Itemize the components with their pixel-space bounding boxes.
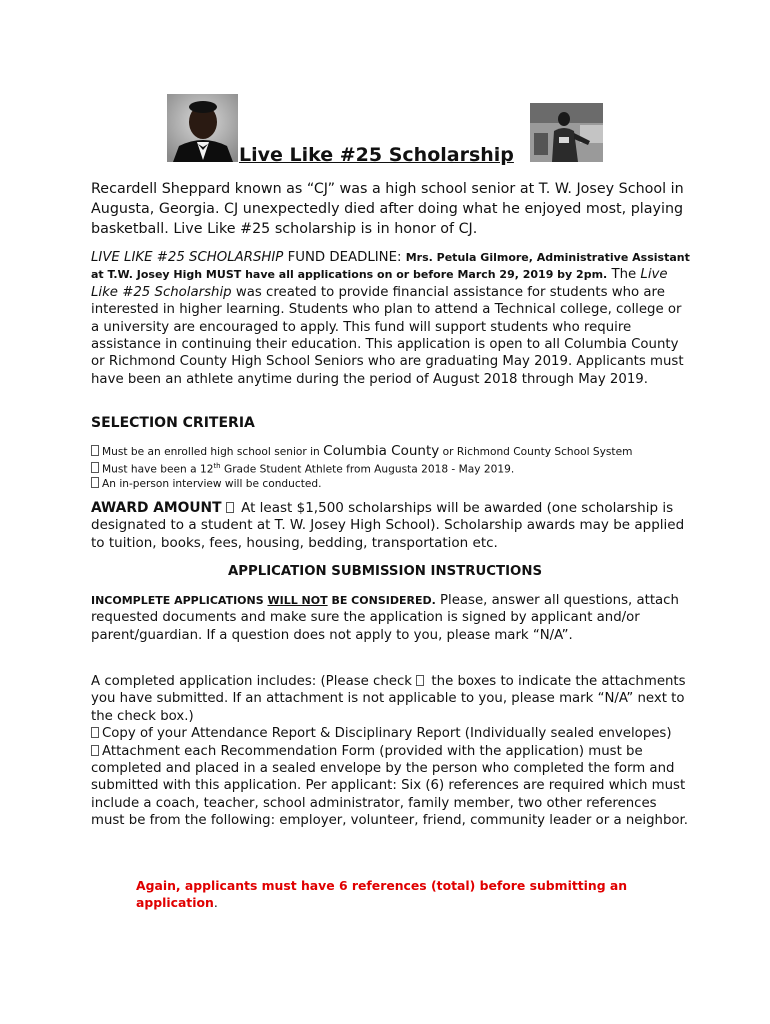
attachment-text: Copy of your Attendance Report & Disciplinary Report (Individually sealed envelopes) <box>102 726 672 742</box>
award-text: At least $1,500 scholarships will be awarded (one scholarship is designated to a student at T. W. Josey High School). Scholarship awards may be applied to tuition, books, fees, housing, bedding, transportation etc. <box>91 500 685 551</box>
instructions-heading: APPLICATION SUBMISSION INSTRUCTIONS <box>227 564 543 579</box>
deadline-label: FUND DEADLINE: <box>283 250 406 265</box>
checkbox-icon <box>416 675 424 686</box>
criteria-item <box>91 477 711 492</box>
criteria-text: Must be an enrolled high school senior in <box>102 446 324 458</box>
deadline-bold: Mrs. Petula Gilmore, Administrative Assistant at T.W. Josey High MUST have all applications on or before March 29, 2019 by 2pm. <box>91 251 690 282</box>
deadline-paragraph <box>91 249 691 388</box>
completed-paragraph <box>91 673 691 830</box>
deadline-italic-lead: LIVE LIKE #25 SCHOLARSHIP <box>91 250 284 265</box>
checkbox-icon <box>91 745 99 756</box>
criteria-item <box>91 445 711 460</box>
checkbox-icon <box>91 727 99 738</box>
portrait-photo <box>167 94 238 162</box>
instructions-will-not: WILL NOT <box>267 594 328 607</box>
instructions-bold: BE CONSIDERED. <box>327 594 436 607</box>
criteria-sup: th <box>213 461 221 470</box>
award-paragraph <box>91 500 691 552</box>
basketball-photo <box>530 103 603 162</box>
criteria-text: Grade Student Athlete from Augusta 2018 - May 2019. <box>220 463 515 476</box>
deadline-text-a: The <box>607 267 641 283</box>
checkbox-icon <box>91 462 99 473</box>
warning-text: Again, applicants must have 6 references (total) before submitting an application <box>136 878 628 910</box>
attachment-item <box>91 743 691 830</box>
warning-tail: . <box>213 895 218 910</box>
selection-heading: SELECTION CRITERIA <box>91 415 255 431</box>
deadline-text-b: was created to provide financial assistance for students who are interested in higher learning. Students who plan to attend a Technical college, college or a university are encouraged to apply. This fund will support students who require assistance in continuing their education. This application is open to all Columbia County or Richmond County High School Seniors who are graduating May 2019. Applicants must have been an athlete anytime during the period of August 2018 through May 2019. <box>91 284 684 387</box>
checkbox-icon <box>91 477 99 488</box>
criteria-text: or Richmond County School System <box>439 446 633 458</box>
award-label: AWARD AMOUNT <box>91 500 222 516</box>
completed-text: A completed application includes: (Please check <box>91 674 417 689</box>
checkbox-icon <box>226 502 234 513</box>
completed-intro <box>91 673 691 725</box>
attachment-item <box>91 725 691 742</box>
instructions-bold: INCOMPLETE APPLICATIONS <box>91 594 268 607</box>
instructions-paragraph <box>91 592 691 644</box>
attachment-text: Attachment each Recommendation Form (provided with the application) must be completed and placed in a sealed envelope by the person who completed the form and submitted with this application. Per applicant: Six (6) references are required which must include a coach, teacher, school administrator, family member, two other references must be from the following: employer, volunteer, friend, community leader or a neighbor. <box>91 743 689 829</box>
criteria-item <box>91 460 711 477</box>
selection-list <box>91 445 711 491</box>
intro-paragraph: Recardell Sheppard known as “CJ” was a high school senior at T. W. Josey School in Augusta, Georgia. CJ unexpectedly died after doing what he enjoyed most, playing basketball. Live Like #25 scholarship is in honor of CJ. <box>91 181 684 237</box>
references-warning <box>136 877 676 911</box>
criteria-text: An in-person interview will be conducted. <box>102 477 322 490</box>
scholarship-name: Live Like #25 Scholarship <box>91 267 668 300</box>
criteria-text: Must have been a 12 <box>102 463 214 476</box>
page-title: Live Like #25 Scholarship <box>239 144 514 166</box>
criteria-county: Columbia County <box>323 443 440 459</box>
checkbox-icon <box>91 445 99 456</box>
instructions-text: Please, answer all questions, attach requested documents and make sure the application is signed by applicant and/or parent/guardian. If a question does not apply to you, please mark “N/A”. <box>91 593 679 643</box>
completed-text: the boxes to indicate the attachments you have submitted. If an attachment is not applicable to you, please mark “N/A” next to the check box.) <box>91 674 686 724</box>
